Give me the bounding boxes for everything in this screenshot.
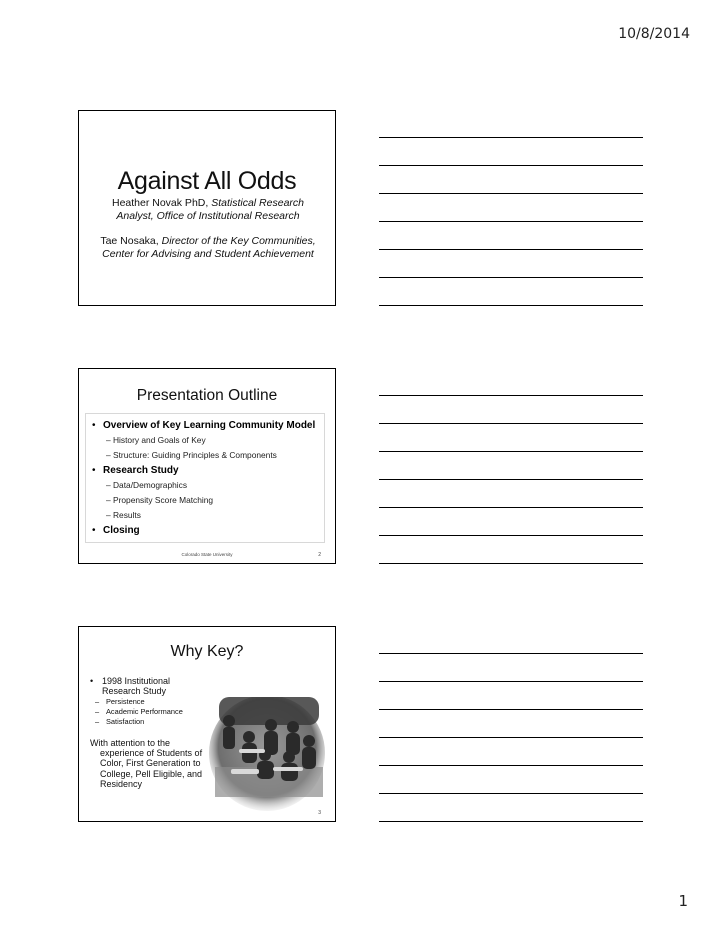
note-line <box>379 249 643 250</box>
outline-subitem: – Results <box>106 510 141 520</box>
slide-paragraph <box>90 738 208 789</box>
note-line <box>379 423 643 424</box>
slide-title: Against All Odds <box>117 167 297 195</box>
outline-subitem: – Structure: Guiding Principles & Components <box>106 450 277 460</box>
outline-subitem: – History and Goals of Key <box>106 435 206 445</box>
bullet-label: 1998 Institutional Research Study <box>102 676 171 697</box>
note-line <box>379 681 643 682</box>
author-credit <box>99 197 317 222</box>
author-role: Director of the Key Communities, Center for Advising and Student Achievement <box>102 235 316 260</box>
author-credit <box>99 235 317 260</box>
paragraph-rest: experience of Students of Color, First Generation to College, Pell Eligible, and Residency <box>100 748 203 789</box>
outline-subitem: – Propensity Score Matching <box>106 495 214 505</box>
note-line <box>379 137 643 138</box>
slide-footer: Colorado State University <box>181 552 233 557</box>
header-date: 10/8/2014 <box>618 26 690 42</box>
outline-subitem-label: Propensity Score Matching <box>113 495 214 505</box>
slide-3 <box>78 626 336 822</box>
outline-item: • Closing <box>92 525 140 536</box>
sub-item: – Academic Performance <box>95 707 183 716</box>
page-number: 1 <box>678 892 688 910</box>
note-line <box>379 193 643 194</box>
slide-number: 3 <box>318 810 321 816</box>
slide-title: Why Key? <box>170 643 244 660</box>
author-name: Tae Nosaka, <box>100 235 159 247</box>
note-line <box>379 821 643 822</box>
note-line <box>379 507 643 508</box>
note-line <box>379 765 643 766</box>
note-line <box>379 451 643 452</box>
note-line <box>379 395 643 396</box>
outline-item-label: Research Study <box>103 465 179 476</box>
slide-2 <box>78 368 336 564</box>
note-line <box>379 479 643 480</box>
slide-number: 2 <box>318 552 321 558</box>
outline-item: • Overview of Key Learning Community Model <box>92 420 316 431</box>
outline-subitem-label: History and Goals of Key <box>113 435 206 445</box>
sub-item-label: Satisfaction <box>106 717 145 727</box>
outline-item: • Research Study <box>92 465 179 476</box>
sub-item-label: Persistence <box>106 696 145 706</box>
note-line <box>379 737 643 738</box>
note-line <box>379 535 643 536</box>
note-line <box>379 165 643 166</box>
outline-item-label: Overview of Key Learning Community Model <box>103 420 316 431</box>
author-name: Heather Novak PhD, <box>111 197 209 209</box>
sub-item: – Persistence <box>95 696 145 706</box>
bullet-item: • 1998 Institutional Research Study <box>90 676 171 697</box>
note-line <box>379 277 643 278</box>
slide-1 <box>78 110 336 306</box>
sub-item: – Satisfaction <box>95 717 145 727</box>
note-line <box>379 221 643 222</box>
paragraph-first-line: With attention to the <box>90 737 171 748</box>
slide-body <box>90 676 208 789</box>
author-role: Statistical Research Analyst, Office of Institutional Research <box>116 197 304 222</box>
outline-box <box>85 413 325 543</box>
outline-subitem-label: Structure: Guiding Principles & Components <box>113 450 277 460</box>
note-line <box>379 793 643 794</box>
outline-subitem: – Data/Demographics <box>106 480 188 490</box>
note-line <box>379 653 643 654</box>
note-line <box>379 709 643 710</box>
note-line <box>379 305 643 306</box>
note-line <box>379 563 643 564</box>
slide-title: Presentation Outline <box>136 387 278 404</box>
outline-subitem-label: Data/Demographics <box>113 480 188 490</box>
outline-subitem-label: Results <box>113 510 141 520</box>
sub-item-label: Academic Performance <box>106 707 183 716</box>
outline-list <box>92 418 322 538</box>
students-group-photo <box>209 697 325 815</box>
outline-item-label: Closing <box>103 525 140 536</box>
